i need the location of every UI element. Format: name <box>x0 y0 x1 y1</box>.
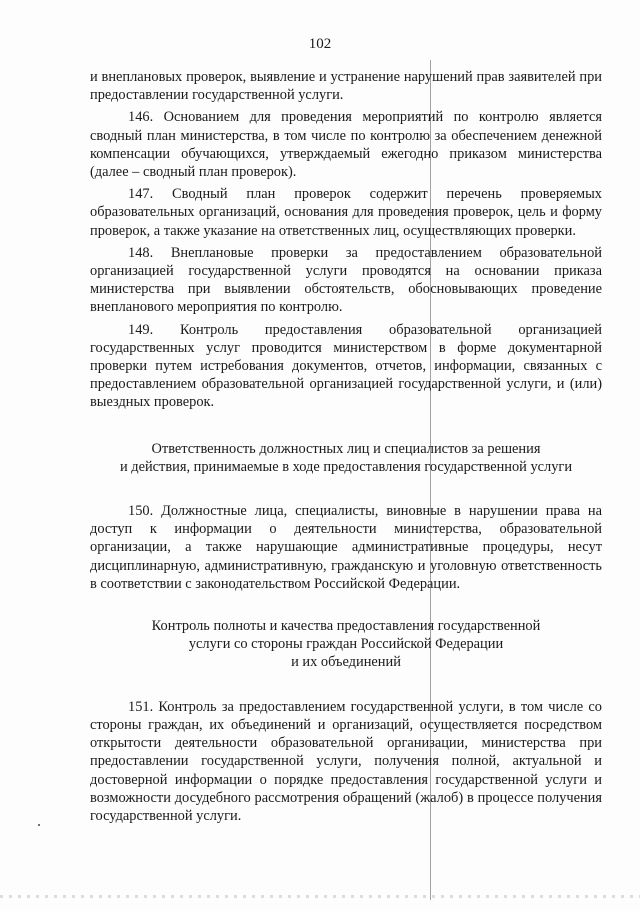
scan-bottom-noise <box>0 895 640 898</box>
paragraph-147: 147. Сводный план проверок содержит перечень проверяемых образовательных организаций, основания для проведения проверок, цель и форму проверок, а также указание на ответственных лиц, осуществляющих проверки. <box>90 186 602 239</box>
paragraph-146: 146. Основанием для проведения мероприятий по контролю является сводный план министерства, в том числе по контролю за обеспечением денежной компенсации обучающихся, утверждаемый ежегодно приказом министерства (далее – сводный план проверок). <box>90 109 602 181</box>
page-number: 102 <box>308 36 332 52</box>
section-heading-responsibility <box>90 440 602 476</box>
paragraph-150: 150. Должностные лица, специалисты, виновные в нарушении права на доступ к информации о деятельности министерства, образовательной организации, а также нарушающие административные процедуры, несут дисциплинарную, административную, гражданскую и уголовную ответственность в соответствии с законодательством Российской Федерации. <box>90 503 602 592</box>
heading-line: и действия, принимаемые в ходе предоставления государственной услуги <box>119 458 573 475</box>
scan-speck <box>38 824 40 826</box>
paragraph-continuation: и внеплановых проверок, выявление и устранение нарушений прав заявителей при предоставлении государственной услуги. <box>90 69 602 104</box>
heading-line: и их объединений <box>291 654 401 671</box>
paragraph-149: 149. Контроль предоставления образовательной организацией государственных услуг проводится министерством в форме документарной проверки путем истребования документов, отчетов, информации, связанных с предоставлением образовательной организацией государственной услуги, и (или) выездных проверок. <box>90 321 602 411</box>
document-body <box>90 68 602 829</box>
paragraph-148: 148. Внеплановые проверки за предоставлением образовательной организацией государственной услуги проводятся на основании приказа министерства при выявлении обстоятельств, обосновывающих проведение внепланового мероприятия по контролю. <box>90 244 602 316</box>
section-heading-citizen-control <box>90 617 602 672</box>
heading-line: Ответственность должностных лиц и специалистов за решения <box>151 440 541 457</box>
heading-line: услуги со стороны граждан Российской Федерации <box>188 636 504 653</box>
heading-line: Контроль полноты и качества предоставления государственной <box>151 618 541 635</box>
paragraph-151: 151. Контроль за предоставлением государственной услуги, в том числе со стороны граждан, их объединений и организаций, осуществляется посредством открытости деятельности образовательной организации, министерства при предоставлении государственной услуги, получения полной, актуальной и достоверной информации о порядке предоставления государственной услуги и возможности досудебного рассмотрения обращений (жалоб) в процессе получения государственной услуги. <box>90 698 602 824</box>
